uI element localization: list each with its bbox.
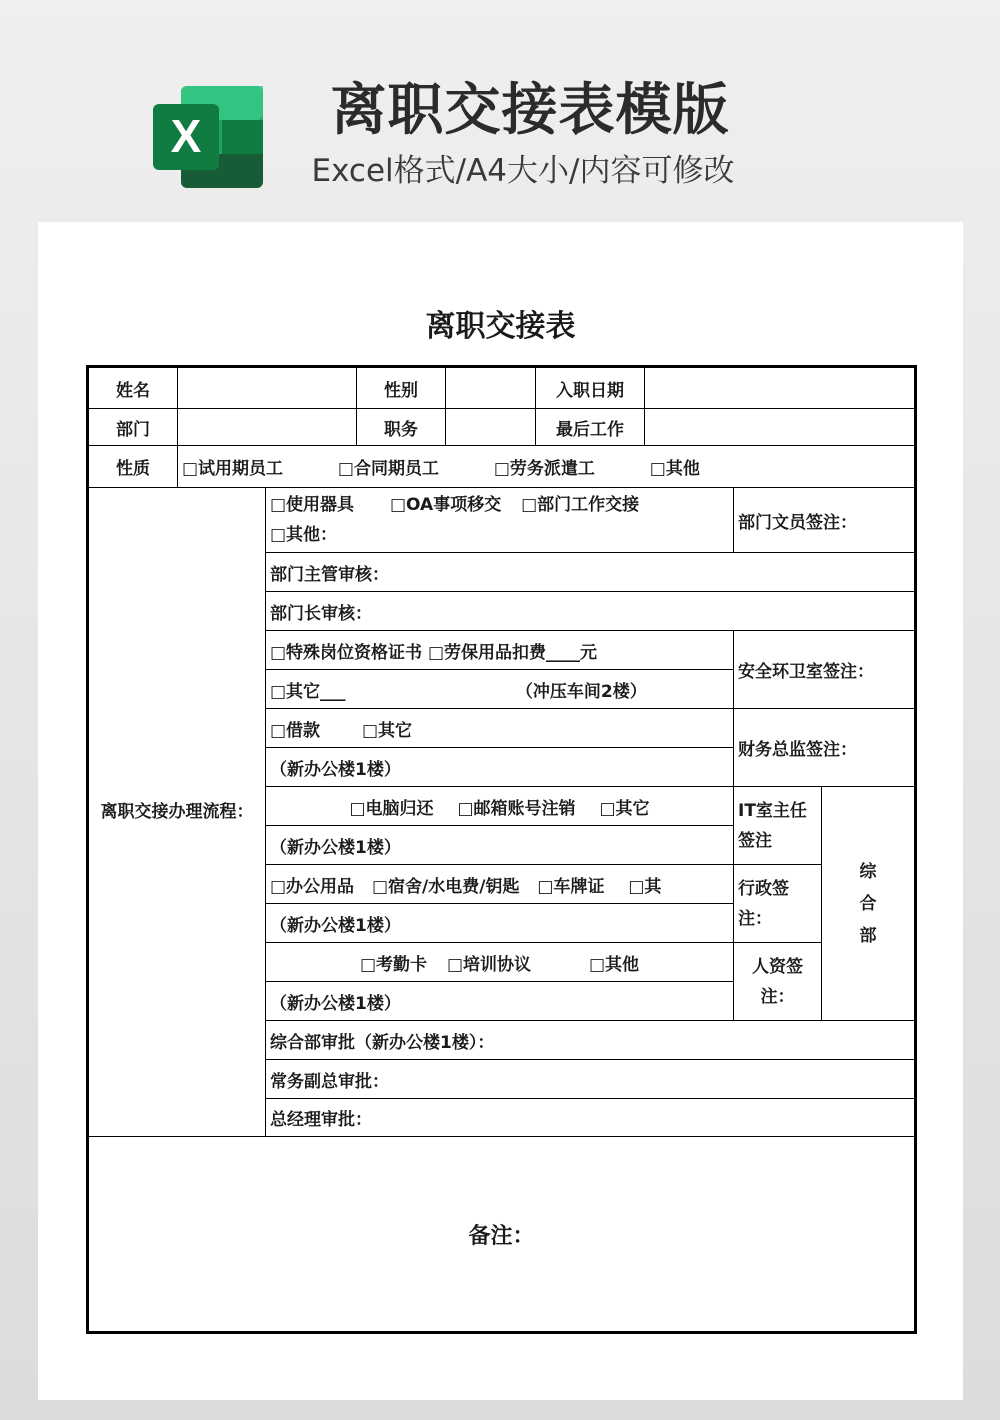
finance-other[interactable]: □其它: [361, 720, 413, 741]
hr-training[interactable]: □培训协议: [446, 954, 532, 975]
admin-plate[interactable]: □车牌证: [537, 876, 605, 897]
nature-label: 性质: [88, 446, 178, 488]
form-title: 离职交接表: [425, 309, 576, 344]
it-email[interactable]: □邮箱账号注销: [457, 798, 576, 819]
admin-dorm[interactable]: □宿舍/水电费/钥匙: [371, 876, 520, 897]
admin-location: （新办公楼1楼）: [266, 904, 734, 943]
item-dept-other[interactable]: □其他：: [270, 525, 338, 545]
admin-office[interactable]: □办公用品: [270, 876, 355, 897]
safety-location: （冲压车间2楼）: [515, 681, 647, 702]
process-label: 离职交接办理流程：: [88, 488, 266, 1137]
join-date-label: 入职日期: [536, 367, 645, 409]
nature-option-contract[interactable]: □合同期员工: [337, 459, 439, 479]
finance-items: [266, 709, 734, 748]
gm-approval[interactable]: 总经理审批：: [266, 1099, 916, 1137]
name-field[interactable]: [178, 367, 357, 409]
dept-manager-review[interactable]: 部门主管审核：: [266, 553, 916, 592]
nature-option-probation[interactable]: □试用期员工: [182, 459, 284, 479]
hr-sign[interactable]: 人资签注：: [734, 943, 822, 1021]
excel-logo-icon: [153, 86, 263, 188]
general-dept-label: 综合部: [822, 787, 916, 1021]
it-location: （新办公楼1楼）: [266, 826, 734, 865]
hr-other[interactable]: □其他: [588, 954, 640, 975]
nature-options: [178, 446, 916, 488]
dept-clerk-sign[interactable]: 部门文员签注：: [734, 488, 916, 553]
gender-field[interactable]: [446, 367, 536, 409]
it-sign[interactable]: IT室主任签注: [734, 787, 822, 865]
dept-head-review[interactable]: 部门长审核：: [266, 592, 916, 631]
position-label: 职务: [357, 409, 446, 446]
safety-other[interactable]: □其它___: [270, 681, 346, 702]
admin-items: [266, 865, 734, 904]
it-items: [266, 787, 734, 826]
join-date-field[interactable]: [645, 367, 916, 409]
handover-form-table: [86, 365, 917, 1334]
hr-location: （新办公楼1楼）: [266, 982, 734, 1021]
banner: [0, 0, 1000, 222]
finance-sign[interactable]: 财务总监签注：: [734, 709, 916, 787]
safety-sign[interactable]: 安全环卫室签注：: [734, 631, 916, 709]
dept-handover-items: [266, 488, 734, 553]
last-work-field[interactable]: [645, 409, 916, 446]
last-work-label: 最后工作: [536, 409, 645, 446]
it-other[interactable]: □其它: [599, 798, 650, 819]
vp-approval[interactable]: 常务副总审批：: [266, 1060, 916, 1099]
item-tools[interactable]: □使用器具: [270, 495, 355, 515]
hr-attendance[interactable]: □考勤卡: [359, 954, 428, 975]
banner-subtitle: Excel格式/A4大小/内容可修改: [311, 153, 735, 189]
nature-option-other[interactable]: □其他: [649, 459, 700, 479]
nature-option-dispatch[interactable]: □劳务派遣工: [493, 459, 595, 479]
gender-label: 性别: [357, 367, 446, 409]
admin-other[interactable]: □其: [628, 876, 662, 897]
banner-title: 离职交接表模版: [330, 78, 730, 143]
hr-items: [266, 943, 734, 982]
admin-sign[interactable]: 行政签注：: [734, 865, 822, 943]
it-computer[interactable]: □电脑归还: [349, 798, 434, 819]
name-label: 姓名: [88, 367, 178, 409]
position-field[interactable]: [446, 409, 536, 446]
safety-items[interactable]: □特殊岗位资格证书 □劳保用品扣费____元: [266, 631, 734, 670]
item-dept-work[interactable]: □部门工作交接: [521, 495, 640, 515]
dept-field[interactable]: [178, 409, 357, 446]
remark-field[interactable]: 备注：: [88, 1137, 916, 1333]
dept-label: 部门: [88, 409, 178, 446]
finance-loan[interactable]: □借款: [270, 720, 321, 741]
general-approval[interactable]: 综合部审批（新办公楼1楼）：: [266, 1021, 916, 1060]
svg-text:X: X: [170, 110, 202, 162]
finance-location: （新办公楼1楼）: [266, 748, 734, 787]
safety-other-row: [266, 670, 734, 709]
item-oa[interactable]: □OA事项移交: [389, 495, 502, 515]
